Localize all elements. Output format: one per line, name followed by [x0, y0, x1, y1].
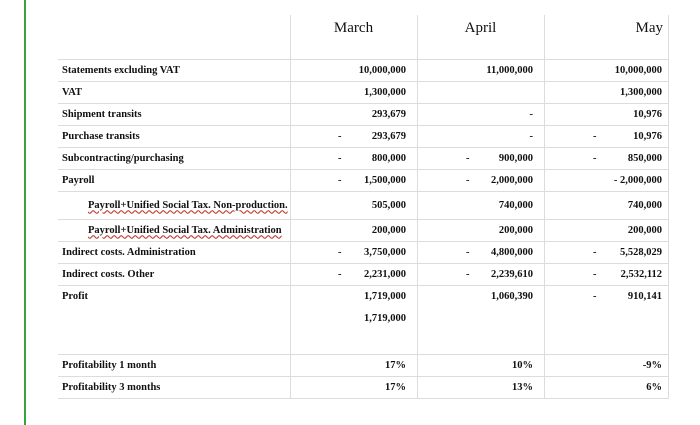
row-label: Payroll+Unified Social Tax. Administration — [88, 224, 282, 236]
row-label: Shipment transits — [62, 108, 142, 120]
table-row — [58, 219, 669, 242]
row-label: VAT — [62, 86, 83, 98]
april-sign: - — [466, 246, 470, 258]
may-value: 200,000 — [627, 224, 662, 236]
month-header-april: April — [464, 20, 497, 36]
row-label: Subcontracting/purchasing — [62, 152, 184, 164]
march-sign: - — [338, 246, 342, 258]
table-row — [58, 285, 669, 307]
may-value: 10,976 — [633, 130, 662, 142]
april-value: 900,000 — [498, 152, 533, 164]
may-value: 6% — [646, 381, 662, 393]
table-row — [58, 191, 669, 220]
april-value: 2,239,610 — [491, 268, 533, 280]
row-label: Indirect costs. Administration — [62, 246, 196, 258]
table-row — [58, 81, 669, 104]
march-sign: - — [338, 174, 342, 186]
row-label — [62, 307, 290, 329]
month-header-march: March — [333, 20, 374, 36]
march-value: 293,679 — [371, 108, 406, 120]
table-row — [58, 125, 669, 148]
may-value: 850,000 — [627, 152, 662, 164]
may-value: 1,300,000 — [620, 86, 662, 98]
april-value — [417, 307, 533, 329]
row-label: Indirect costs. Other — [62, 268, 155, 280]
header-row — [58, 15, 669, 60]
table-row — [58, 59, 669, 82]
march-value: 293,679 — [371, 130, 406, 142]
row-label: Profitability 1 month — [62, 359, 157, 371]
row-label: Profitability 3 months — [62, 381, 161, 393]
march-value: 2,231,000 — [364, 268, 406, 280]
row-label: Payroll — [62, 174, 95, 186]
april-sign: - — [466, 174, 470, 186]
table-row — [58, 354, 669, 377]
green-margin-bar — [24, 0, 26, 425]
may-value: 10,976 — [633, 108, 662, 120]
march-value: 200,000 — [371, 224, 406, 236]
may-sign: - — [593, 152, 597, 164]
march-value: 3,750,000 — [364, 246, 406, 258]
april-value: 10% — [512, 359, 533, 371]
may-value: 910,141 — [627, 290, 662, 302]
march-sign: - — [338, 268, 342, 280]
march-value: 800,000 — [371, 152, 406, 164]
table-row — [58, 103, 669, 126]
may-sign: - — [593, 246, 597, 258]
may-value: 10,000,000 — [614, 64, 662, 76]
march-sign: - — [338, 130, 342, 142]
month-header-may: May — [635, 20, 663, 36]
grid-line — [417, 15, 418, 398]
march-value: 1,719,000 — [364, 290, 406, 302]
may-value: 5,528,029 — [620, 246, 662, 258]
table-row — [58, 376, 669, 399]
table-row — [58, 169, 669, 192]
april-value: 13% — [512, 381, 533, 393]
table-row — [58, 241, 669, 264]
may-sign: - — [593, 268, 597, 280]
table-row — [58, 263, 669, 286]
march-value: 17% — [385, 359, 406, 371]
spacer-row — [58, 329, 669, 355]
april-value: 1,060,390 — [491, 290, 533, 302]
may-value: -9% — [642, 359, 662, 371]
grid-line — [544, 15, 545, 398]
april-sign: - — [466, 152, 470, 164]
march-value: 1,300,000 — [364, 86, 406, 98]
may-value — [544, 307, 662, 329]
march-value: 10,000,000 — [358, 64, 406, 76]
april-value: - — [529, 130, 533, 142]
march-value: 1,500,000 — [364, 174, 406, 186]
may-value: 2,532,112 — [620, 268, 662, 280]
may-sign: - — [593, 130, 597, 142]
grid-line — [290, 15, 291, 398]
april-value: 200,000 — [498, 224, 533, 236]
march-sign: - — [338, 152, 342, 164]
may-value: 740,000 — [627, 199, 662, 211]
table-row — [58, 307, 669, 329]
april-value — [417, 81, 533, 103]
march-value: 505,000 — [371, 199, 406, 211]
march-value: 17% — [385, 381, 406, 393]
april-value: 2,000,000 — [491, 174, 533, 186]
april-value: 740,000 — [498, 199, 533, 211]
april-value: 11,000,000 — [486, 64, 533, 76]
march-value: 1,719,000 — [364, 312, 406, 324]
row-label: Statements excluding VAT — [62, 64, 180, 76]
row-label: Payroll+Unified Social Tax. Non-production. — [88, 199, 288, 211]
april-value: - — [529, 108, 533, 120]
may-value: - 2,000,000 — [613, 174, 662, 186]
april-sign: - — [466, 268, 470, 280]
april-value: 4,800,000 — [491, 246, 533, 258]
table-row — [58, 147, 669, 170]
row-label: Purchase transits — [62, 130, 140, 142]
row-label: Profit — [62, 290, 89, 302]
grid-line — [668, 15, 669, 398]
may-sign: - — [593, 290, 597, 302]
